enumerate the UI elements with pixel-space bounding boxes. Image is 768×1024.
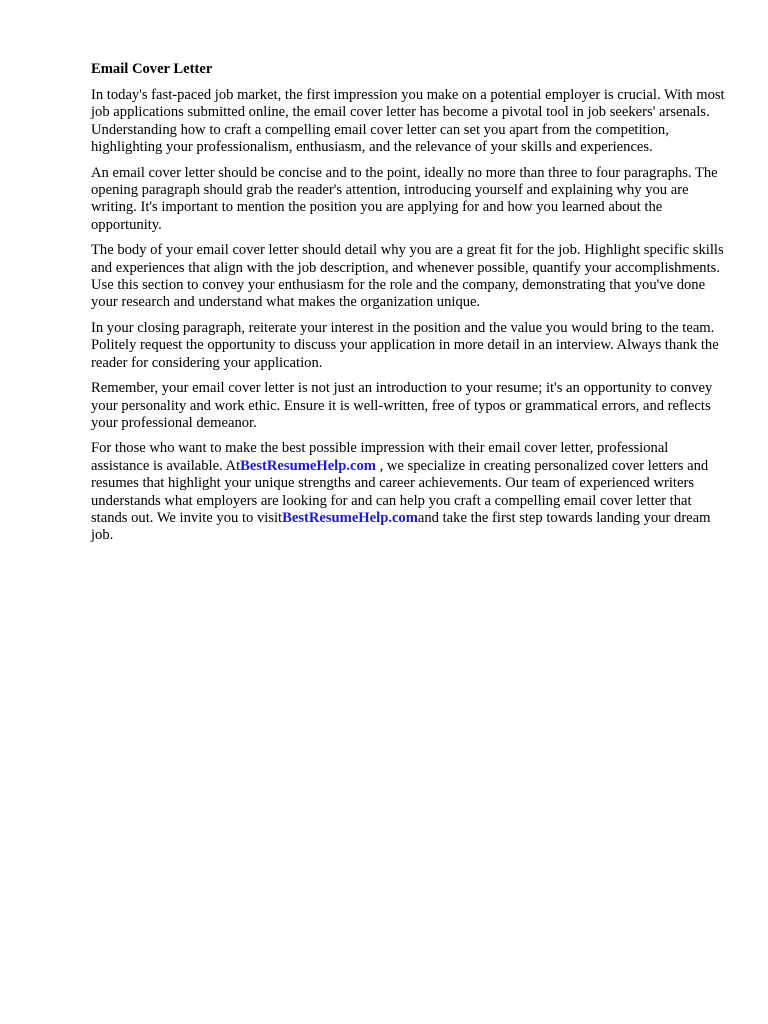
paragraph-concise: An email cover letter should be concise and to the point, ideally no more than three to four paragraphs. The opening paragraph should grab the reader's attention, introducing yourself and explaining why you are writing. It's important to mention the position you are applying for and how you learned about the opportunity. <box>91 164 718 233</box>
assistance-text-3: and take the first step towards landing your dream job. <box>91 509 711 544</box>
paragraph-closing: In your closing paragraph, reiterate your interest in the position and the value you would bring to the team. Politely request the opportunity to discuss your application in more detail in an interview. Always thank the reader for considering your application. <box>91 319 719 371</box>
assistance-text-1: For those who want to make the best possible impression with their email cover letter, professional assistance is available. At <box>91 440 669 474</box>
assistance-text-2: , we specialize in creating personalized cover letters and resumes that highlight your unique strengths and career achievements. Our team of experienced writers understands what employers are looking for and can help you craft a compelling email cover letter that stands out. We invite you to visit <box>91 457 709 526</box>
paragraph-intro: In today's fast-paced job market, the first impression you make on a potential employer is crucial. With most job applications submitted online, the email cover letter has become a pivotal tool in job seekers' arsenals. Understanding how to craft a compelling email cover letter can set you apart from the competition, highlighting your professionalism, enthusiasm, and the relevance of your skills and experiences. <box>91 87 725 156</box>
bestresumehelp-link-1[interactable]: BestResumeHelp.com <box>240 457 376 474</box>
paragraph-remember: Remember, your email cover letter is not just an introduction to your resume; it's an opportunity to convey your personality and work ethic. Ensure it is well-written, free of typos or grammatical errors, and reflects your professional demeanor. <box>91 380 713 431</box>
paragraph-body: The body of your email cover letter should detail why you are a great fit for the job. Highlight specific skills and experiences that align with the job description, and whenever possible, quantify your accomplishments. Use this section to convey your enthusiasm for the role and the company, demonstrating that you've done your research and understand what makes the organization unique. <box>91 242 724 311</box>
bestresumehelp-link-2[interactable]: BestResumeHelp.com <box>282 509 418 526</box>
document-title: Email Cover Letter <box>91 61 213 77</box>
paragraph-assistance <box>91 440 727 544</box>
document-page <box>91 60 727 553</box>
